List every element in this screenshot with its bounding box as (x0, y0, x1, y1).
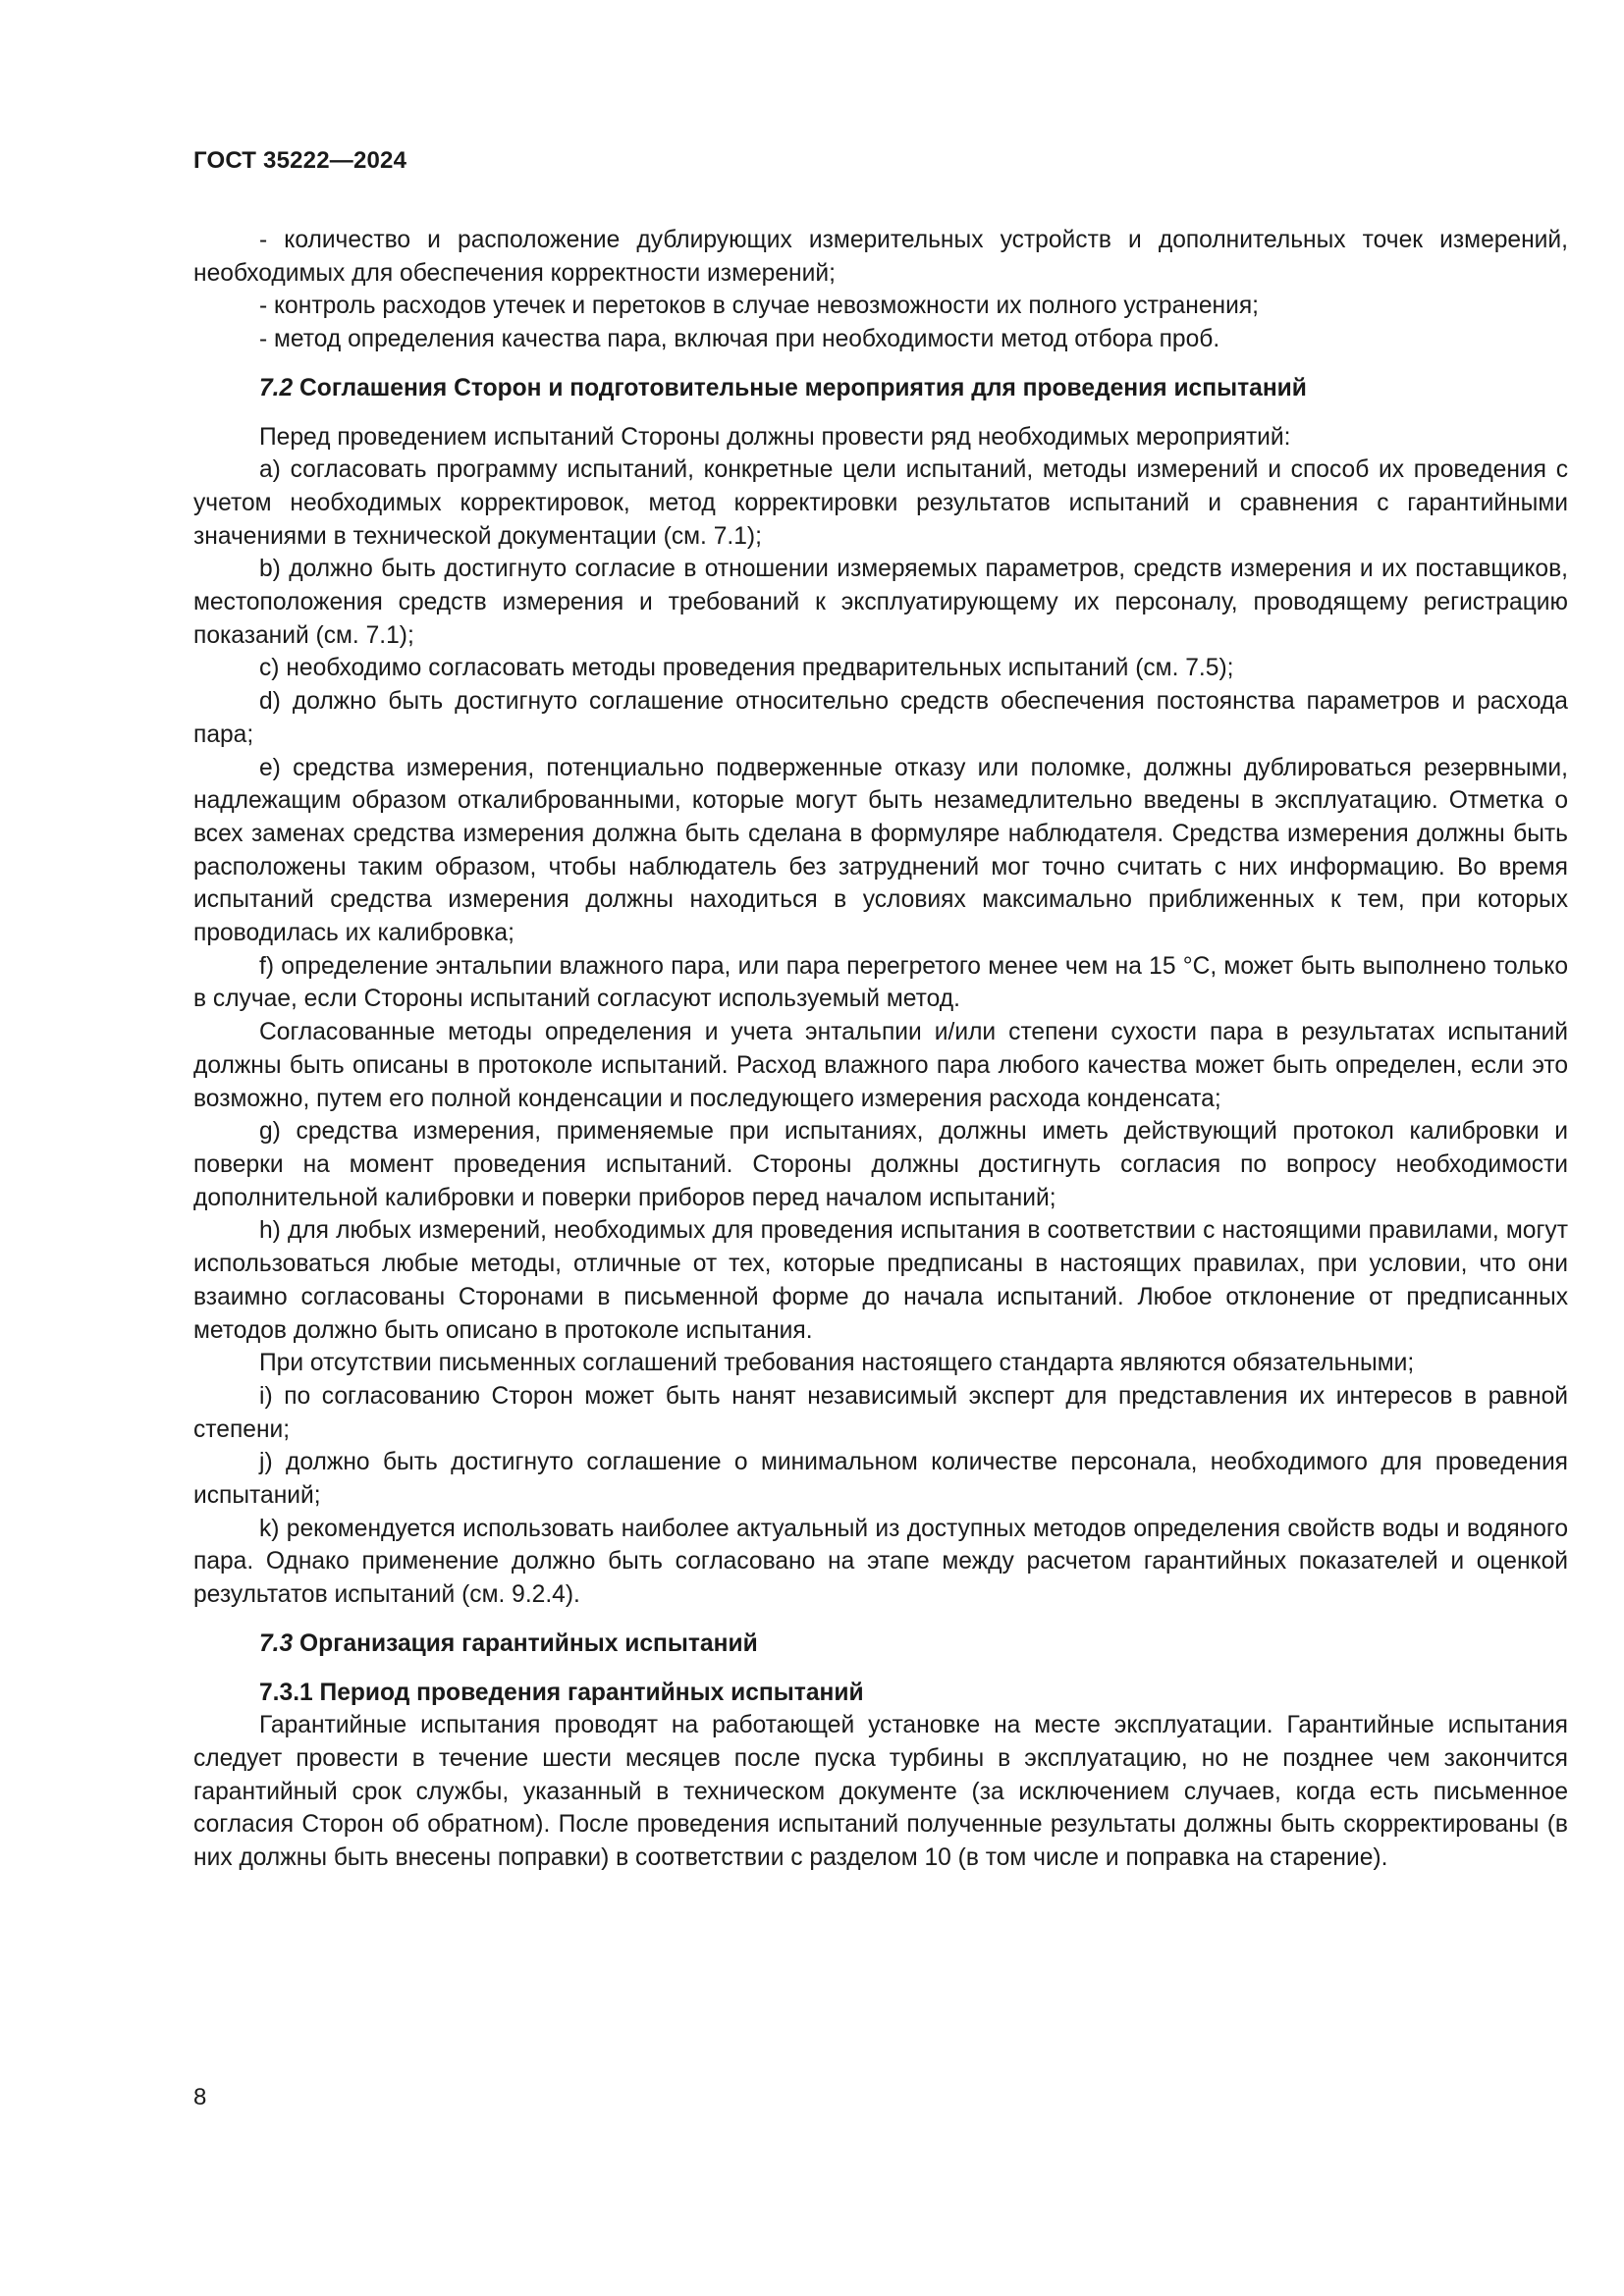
list-item-c: c) необходимо согласовать методы проведения предварительных испытаний (см. 7.5); (259, 655, 1234, 682)
document-header: ГОСТ 35222—2024 (193, 147, 407, 174)
section-7-2-heading (193, 372, 1568, 405)
list-item-d: d) должно быть достигнуто соглашение относительно средств обеспечения постоянства параметров и расхода пара; (193, 688, 1568, 748)
list-item-j: j) должно быть достигнуто соглашение о минимальном количестве персонала, необходимого для проведения испытаний; (193, 1449, 1568, 1510)
paragraph: При отсутствии письменных соглашений требования настоящего стандарта являются обязательными; (259, 1350, 1415, 1377)
section-7-3-heading (193, 1628, 1568, 1661)
list-item-g: g) средства измерения, применяемые при испытаниях, должны иметь действующий протокол калибровки и поверки на момент проведения испытаний. Стороны должны достигнуть согласия по вопросу необходимости дополнительной калибровки и поверки приборов перед началом испытаний; (193, 1118, 1568, 1211)
section-number: 7.2 (259, 374, 294, 401)
list-item-i: i) по согласованию Сторон может быть нанят независимый эксперт для представления их интересов в равной степени; (193, 1382, 1568, 1443)
intro-item: - метод определения качества пара, включая при необходимости метод отбора проб. (259, 326, 1220, 353)
document-page (193, 147, 1568, 1875)
paragraph: Гарантийные испытания проводят на работающей установке на месте эксплуатации. Гарантийные испытания следует провести в течение шести месяцев после пуска турбины в эксплуатацию, но не позднее чем закончится гарантийный срок службы, указанный в техническом документе (за исключением случаев, когда есть письменное согласия Сторон об обратном). После проведения испытаний полученные результаты должны быть скорректированы (в них должны быть внесены поправки) в соответствии с разделом 10 (в том числе и поправка на старение). (193, 1712, 1568, 1872)
section-title: Организация гарантийных испытаний (299, 1629, 758, 1657)
intro-item: - количество и расположение дублирующих измерительных устройств и дополнительных точек измерений, необходимых для обеспечения корректности измерений; (193, 227, 1568, 287)
list-item-h: h) для любых измерений, необходимых для проведения испытания в соответствии с настоящими правилами, могут использоваться любые методы, отличные от тех, которые предписаны в настоящих правилах, при условии, что они взаимно согласованы Сторонами в письменной форме до начала испытаний. Любое отклонение от предписанных методов должно быть описано в протоколе испытания. (193, 1217, 1568, 1344)
page-number: 8 (193, 2084, 207, 2110)
paragraph: Согласованные методы определения и учета энтальпии и/или степени сухости пара в результатах испытаний должны быть описаны в протоколе испытаний. Расход влажного пара любого качества может быть определен, если это возможно, путем его полной конденсации и последующего измерения расхода конденсата; (193, 1019, 1568, 1112)
paragraph: Перед проведением испытаний Стороны должны провести ряд необходимых мероприятий: (259, 423, 1291, 451)
section-title: Соглашения Сторон и подготовительные мероприятия для проведения испытаний (299, 374, 1307, 401)
document-body (193, 224, 1568, 1875)
section-7-3-1-heading: 7.3.1 Период проведения гарантийных испытаний (259, 1679, 864, 1706)
intro-item: - контроль расходов утечек и перетоков в случае невозможности их полного устранения; (259, 293, 1260, 320)
list-item-f: f) определение энтальпии влажного пара, или пара перегретого менее чем на 15 °C, может быть выполнено только в случае, если Стороны испытаний согласуют используемый метод. (193, 952, 1568, 1013)
list-item-k: k) рекомендуется использовать наиболее актуальный из доступных методов определения свойств воды и водяного пара. Однако применение должно быть согласовано на этапе между расчетом гарантийных показателей и оценкой результатов испытаний (см. 9.2.4). (193, 1515, 1568, 1609)
list-item-e: e) средства измерения, потенциально подверженные отказу или поломке, должны дублироваться резервными, надлежащим образом откалиброванными, которые могут быть незамедлительно введены в эксплуатацию. Отметка о всех заменах средства измерения должна быть сделана в формуляре наблюдателя. Средства измерения должны быть расположены таким образом, чтобы наблюдатель без затруднений мог точно считать с них информацию. Во время испытаний средства измерения должны находиться в условиях максимально приближенных к тем, при которых проводилась их калибровка; (193, 754, 1568, 947)
list-item-a: а) согласовать программу испытаний, конкретные цели испытаний, методы измерений и способ их проведения с учетом необходимых корректировок, метод корректировки результатов испытаний и сравнения с гарантийными значениями в технической документации (см. 7.1); (193, 456, 1568, 550)
section-number: 7.3 (259, 1629, 294, 1657)
list-item-b: b) должно быть достигнуто согласие в отношении измеряемых параметров, средств измерения и их поставщиков, местоположения средств измерения и требований к эксплуатирующему их персоналу, проводящему регистрацию показаний (см. 7.1); (193, 556, 1568, 649)
